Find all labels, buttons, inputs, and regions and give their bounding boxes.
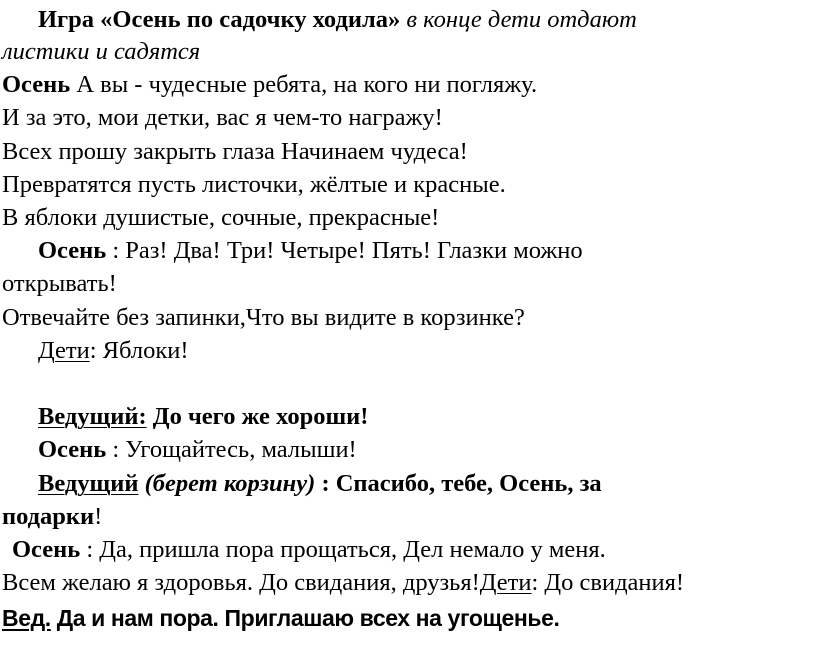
line-game-title	[38, 4, 637, 36]
verse-text: Превратятся пусть листочки, жёлтые и красные.	[2, 171, 506, 198]
game-title: Игра «Осень по садочку ходила»	[38, 6, 401, 33]
speaker-children: Дети	[479, 569, 532, 596]
line-host-2	[38, 468, 602, 500]
verse-text: : Спасибо, тебе, Осень, за	[315, 470, 602, 497]
line-verse-3	[2, 136, 468, 168]
line-children-1	[38, 335, 189, 367]
verse-text-end: !	[94, 503, 103, 530]
line-verse-farewell	[2, 567, 684, 599]
speaker-autumn: Осень	[38, 436, 107, 463]
line-verse-5	[2, 202, 439, 234]
verse-text: : Угощайтесь, малыши!	[106, 436, 357, 463]
verse-text: Всем желаю я здоровья. До свидания, друзья!	[2, 569, 480, 596]
line-autumn-3	[38, 434, 357, 466]
stage-direction: листики и садятся	[2, 38, 201, 65]
verse-text: До чего же хороши!	[146, 403, 369, 430]
verse-text: Да и нам пора. Приглашаю всех на угощенье.	[50, 605, 560, 631]
line-autumn-1	[2, 69, 537, 101]
line-autumn-2	[38, 235, 583, 267]
line-verse-8	[2, 302, 525, 334]
speaker-autumn: Осень	[2, 71, 71, 98]
speaker-autumn: Осень	[38, 237, 107, 264]
line-host-1	[38, 401, 368, 433]
line-host-final	[2, 602, 560, 634]
speaker-host: Ведущий:	[38, 403, 147, 430]
speaker-host: Вед.	[2, 605, 51, 631]
speaker-host: Ведущий	[38, 470, 139, 497]
stage-direction: в конце дети отдают	[400, 6, 637, 33]
line-verse-7	[2, 268, 117, 300]
verse-text: В яблоки душистые, сочные, прекрасные!	[2, 204, 440, 231]
verse-text: : До свидания!	[531, 569, 685, 596]
line-verse-2	[2, 102, 443, 134]
verse-text: Всех прошу закрыть глаза Начинаем чудеса!	[2, 138, 468, 165]
verse-text: : Яблоки!	[89, 337, 189, 364]
verse-text: И за это, мои детки, вас я чем-то награжу!	[2, 104, 443, 131]
verse-text: Отвечайте без запинки,Что вы видите в корзинке?	[2, 304, 525, 331]
verse-text: открывать!	[2, 270, 117, 297]
verse-text: А вы - чудесные ребята, на кого ни погляжу.	[70, 71, 538, 98]
verse-text: : Да, пришла пора прощаться, Дел немало у меня.	[80, 536, 606, 563]
stage-direction: (берет корзину)	[138, 470, 316, 497]
line-verse-4	[2, 169, 506, 201]
line-stage-direction-cont	[2, 36, 200, 68]
speaker-autumn: Осень	[12, 536, 81, 563]
verse-text: : Раз! Два! Три! Четыре! Пять! Глазки можно	[106, 237, 583, 264]
line-host-2-cont	[2, 501, 102, 533]
line-autumn-4	[12, 534, 606, 566]
speaker-children: Дети	[38, 337, 90, 364]
verse-text: подарки	[2, 503, 95, 530]
